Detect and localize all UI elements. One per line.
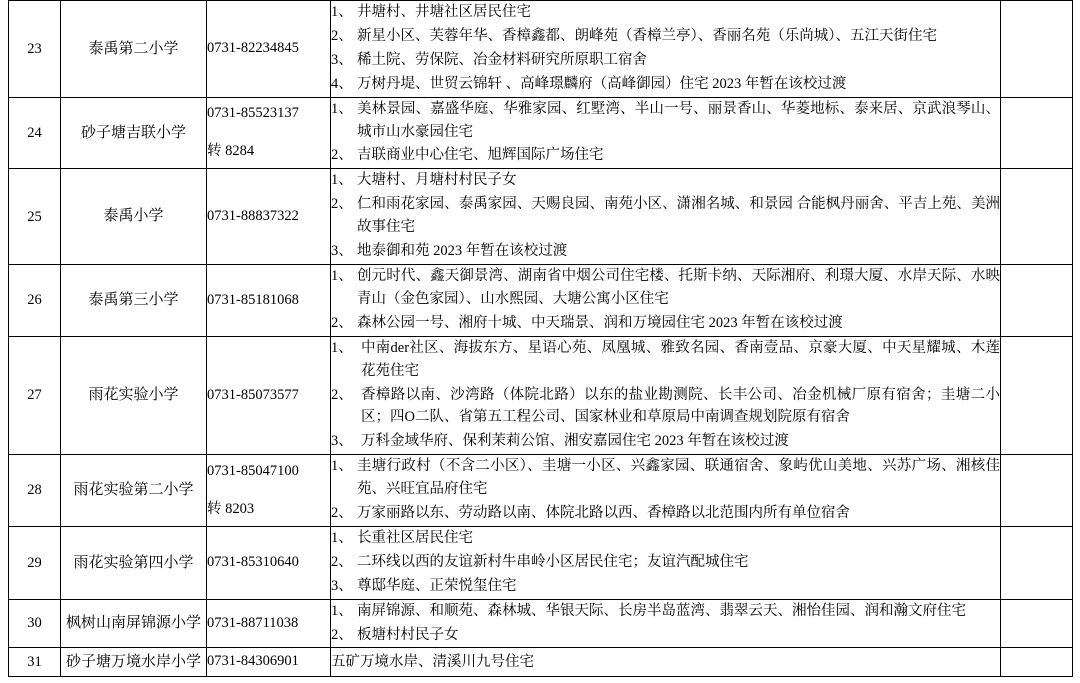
phone-cell xyxy=(207,97,331,169)
phone-number: 0731-85523137 xyxy=(207,105,299,122)
note-cell xyxy=(1001,648,1073,677)
table-row xyxy=(9,648,1073,677)
note-cell xyxy=(1001,455,1073,527)
item-text: 稀土院、劳保院、冶金材料研究所原职工宿舍 xyxy=(357,51,647,68)
phone-extension: 转 8203 xyxy=(207,500,255,517)
phone-cell xyxy=(207,336,331,455)
phone-cell xyxy=(207,264,331,336)
phone-cell xyxy=(207,1,331,98)
table-row xyxy=(9,599,1073,648)
school-name-cell: 泰禹第二小学 xyxy=(61,1,207,98)
item-number: 1、 xyxy=(331,339,353,356)
item-number: 1、 xyxy=(331,458,353,475)
school-name-cell: 雨花实验小学 xyxy=(61,336,207,455)
item-number: 3、 xyxy=(331,243,353,260)
enrollment-scope-cell xyxy=(331,648,1001,677)
list-item xyxy=(331,527,1000,550)
school-name-cell: 枫树山南屏锦源小学 xyxy=(61,599,207,648)
phone-cell xyxy=(207,599,331,648)
item-text: 创元时代、鑫天御景湾、湖南省中烟公司住宅楼、托斯卡纳、天际湘府、利璟大厦、水岸天际、水映青山（金色家园）、山水熙园、大塘公寓小区住宅 xyxy=(357,267,1000,307)
item-text: 森林公园一号、湘府十城、中天瑞景、润和万境园住宅 2023 年暂在该校过渡 xyxy=(357,314,843,331)
phone-extension: 转 8284 xyxy=(207,142,255,159)
list-item xyxy=(331,25,1000,48)
list-item xyxy=(331,98,1000,144)
row-index-cell: 27 xyxy=(9,336,61,455)
phone-number: 0731-82234845 xyxy=(207,40,299,57)
item-text: 二环线以西的友谊新村牛串岭小区居民住宅；友谊汽配城住宅 xyxy=(357,553,749,570)
note-cell xyxy=(1001,526,1073,599)
scope-list xyxy=(331,337,1000,454)
table-row xyxy=(9,97,1073,169)
table-row xyxy=(9,264,1073,336)
list-item xyxy=(331,312,1000,335)
item-text: 吉联商业中心住宅、旭辉国际广场住宅 xyxy=(357,147,604,164)
row-index-cell: 23 xyxy=(9,1,61,98)
item-text: 新星小区、芙蓉年华、香樟鑫都、朗峰苑（香樟兰亭）、香丽名苑（乐尚城）、五江天街住宅 xyxy=(357,27,937,44)
phone-cell xyxy=(207,169,331,265)
item-number: 2、 xyxy=(331,147,353,164)
item-number: 2、 xyxy=(331,626,353,643)
item-number: 2、 xyxy=(331,386,353,403)
scope-list xyxy=(331,265,1000,335)
list-item xyxy=(331,49,1000,72)
scope-list xyxy=(331,1,1000,96)
item-number: 1、 xyxy=(331,267,353,284)
item-text: 井塘村、井塘社区居民住宅 xyxy=(357,4,531,20)
item-text: 圭塘行政村（不含二小区）、圭塘一小区、兴鑫家园、联通宿舍、象屿优山美地、兴苏广场、湘核佳苑、兴旺宜品府住宅 xyxy=(357,458,1000,498)
school-name-cell: 雨花实验第四小学 xyxy=(61,526,207,599)
item-number: 4、 xyxy=(331,75,353,92)
item-number: 3、 xyxy=(331,577,353,594)
row-index-cell: 29 xyxy=(9,526,61,599)
phone-number: 0731-85073577 xyxy=(207,386,299,403)
enrollment-scope-cell xyxy=(331,264,1001,336)
list-item xyxy=(331,240,1000,263)
table-row xyxy=(9,169,1073,265)
phone-cell xyxy=(207,648,331,677)
school-name-cell: 泰禹小学 xyxy=(61,169,207,265)
item-text: 尊邸华庭、正荣悦玺住宅 xyxy=(357,577,517,594)
school-name-cell: 砂子塘万境水岸小学 xyxy=(61,648,207,677)
list-item xyxy=(331,575,1000,598)
list-item xyxy=(331,624,1000,647)
note-cell xyxy=(1001,97,1073,169)
row-index-cell: 26 xyxy=(9,264,61,336)
row-index-cell: 25 xyxy=(9,169,61,265)
enrollment-scope-cell xyxy=(331,1,1001,98)
item-number: 1、 xyxy=(331,529,353,546)
item-number: 3、 xyxy=(331,433,353,450)
row-index-cell: 30 xyxy=(9,599,61,648)
phone-number: 0731-85181068 xyxy=(207,291,299,308)
school-name-cell: 雨花实验第二小学 xyxy=(61,455,207,527)
list-item xyxy=(331,144,1000,167)
item-text: 美林景园、嘉盛华庭、华雅家园、红墅湾、半山一号、丽景香山、华菱地标、泰来居、京武浪琴山、城市山水豪园住宅 xyxy=(357,100,1000,140)
note-cell xyxy=(1001,1,1073,98)
phone-number: 0731-88711038 xyxy=(207,614,299,631)
item-text: 大塘村、月塘村村民子女 xyxy=(357,172,517,189)
list-item xyxy=(331,551,1000,574)
item-number: 1、 xyxy=(331,100,353,117)
phone-cell xyxy=(207,526,331,599)
item-text: 南屏锦源、和顺苑、森林城、华银天际、长房半岛蓝湾、翡翠云天、湘怡佳园、润和瀚文府住宅 xyxy=(357,602,966,619)
enrollment-scope-cell xyxy=(331,169,1001,265)
list-item xyxy=(331,600,1000,623)
enrollment-scope-cell xyxy=(331,599,1001,648)
item-number: 2、 xyxy=(331,27,353,44)
phone-number: 0731-84306901 xyxy=(207,653,299,670)
row-index-cell: 28 xyxy=(9,455,61,527)
enrollment-scope-cell xyxy=(331,97,1001,169)
item-number: 1、 xyxy=(331,172,353,189)
item-text: 长重社区居民住宅 xyxy=(357,529,473,546)
enrollment-scope-cell xyxy=(331,336,1001,455)
note-cell xyxy=(1001,169,1073,265)
item-number: 1、 xyxy=(331,602,353,619)
item-number: 2、 xyxy=(331,553,353,570)
phone-cell xyxy=(207,455,331,527)
item-text: 板塘村村民子女 xyxy=(357,626,459,643)
table-row xyxy=(9,455,1073,527)
item-number: 2、 xyxy=(331,196,353,213)
list-item xyxy=(331,455,1000,501)
note-cell xyxy=(1001,264,1073,336)
enrollment-scope-cell xyxy=(331,455,1001,527)
list-item xyxy=(331,337,1000,383)
table-body xyxy=(9,1,1073,677)
phone-number: 0731-88837322 xyxy=(207,207,299,224)
row-index-cell: 24 xyxy=(9,97,61,169)
item-number: 1、 xyxy=(331,4,353,20)
scope-list xyxy=(331,455,1000,525)
item-number: 2、 xyxy=(331,314,353,331)
list-item xyxy=(331,193,1000,239)
list-item xyxy=(331,384,1000,430)
list-item xyxy=(331,265,1000,311)
school-name-cell: 泰禹第三小学 xyxy=(61,264,207,336)
note-cell xyxy=(1001,599,1073,648)
scope-list xyxy=(331,169,1000,263)
note-cell xyxy=(1001,336,1073,455)
item-text: 地泰御和苑 2023 年暂在该校过渡 xyxy=(357,243,568,260)
item-text: 万科金域华府、保利茉莉公馆、湘安嘉园住宅 2023 年暂在该校过渡 xyxy=(361,433,789,450)
list-item xyxy=(331,169,1000,192)
enrollment-scope-cell xyxy=(331,526,1001,599)
table-row xyxy=(9,526,1073,599)
school-name-cell: 砂子塘吉联小学 xyxy=(61,97,207,169)
item-text: 仁和雨花家园、泰禹家园、天赐良园、南苑小区、潇湘名城、和景园 合能枫丹丽舍、平吉上苑、美洲故事住宅 xyxy=(357,196,1000,236)
scope-text: 五矿万境水岸、清溪川九号住宅 xyxy=(331,653,534,670)
scope-list xyxy=(331,600,1000,647)
item-text: 万树丹堤、世贸云锦轩 、高峰璟麟府（高峰御园）住宅 2023 年暂在该校过渡 xyxy=(357,75,847,92)
list-item xyxy=(331,73,1000,96)
table-row xyxy=(9,1,1073,98)
item-text: 香樟路以南、沙湾路（体院北路）以东的盐业勘测院、长丰公司、冶金机械厂原有宿舍；圭塘二小区；四O二队、省第五工程公司、国家林业和草原局中南调查规划院原有宿舍 xyxy=(361,386,1000,426)
list-item xyxy=(331,1,1000,24)
item-number: 3、 xyxy=(331,51,353,68)
phone-number: 0731-85310640 xyxy=(207,554,299,571)
phone-number: 0731-85047100 xyxy=(207,463,299,480)
item-number: 2、 xyxy=(331,505,353,522)
scope-list xyxy=(331,98,1000,168)
item-text: 中南der社区、海拔东方、星语心苑、凤凰城、雅致名园、香南壹品、京豪大厦、中天星耀城、木莲花苑住宅 xyxy=(361,339,1000,379)
school-enrollment-table xyxy=(8,0,1073,677)
list-item xyxy=(331,502,1000,525)
table-row xyxy=(9,336,1073,455)
item-text: 万家丽路以东、劳动路以南、体院北路以西、香樟路以北范围内所有单位宿舍 xyxy=(357,505,850,522)
scope-list xyxy=(331,527,1000,598)
list-item xyxy=(331,430,1000,453)
row-index-cell: 31 xyxy=(9,648,61,677)
